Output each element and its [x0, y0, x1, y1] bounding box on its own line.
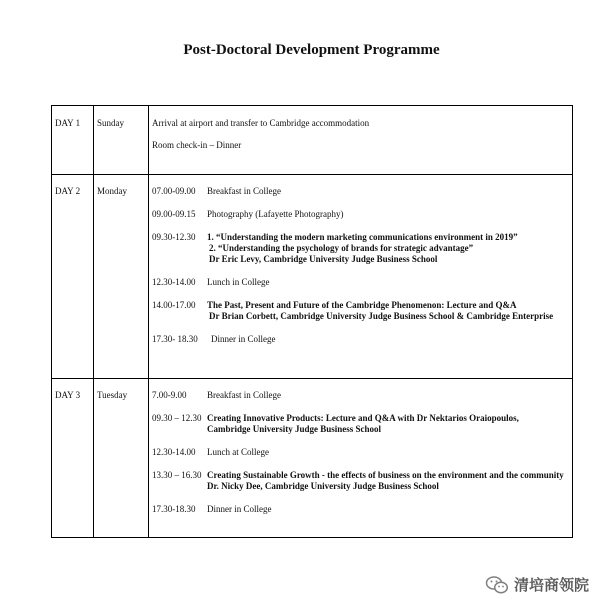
session-title: 1. “Understanding the modern marketing communications environment in 2019”	[207, 232, 518, 242]
day-label: DAY 3	[55, 390, 81, 400]
session-speaker: Dr. Nicky Dee, Cambridge University Judge Business School	[207, 481, 439, 491]
day-label: DAY 2	[55, 186, 81, 196]
activity-line: Arrival at airport and transfer to Cambridge accommodation	[152, 118, 370, 128]
day-row	[51, 174, 573, 378]
session-time: 13.30 – 16.30	[152, 470, 202, 480]
session-time: 07.00-09.00	[152, 186, 196, 196]
day-row	[51, 105, 573, 174]
session-title: Creating Sustainable Growth - the effects of business on the environment and the community	[207, 470, 564, 480]
page-title: Post-Doctoral Development Programme	[183, 42, 440, 58]
session-description: Lunch in College	[207, 277, 270, 287]
session-speaker: Dr Eric Levy, Cambridge University Judge Business School	[209, 254, 438, 264]
activity-line: Room check-in – Dinner	[152, 140, 242, 150]
session-time: 7.00-9.00	[152, 390, 187, 400]
session-time: 09.30 – 12.30	[152, 413, 202, 423]
session-time: 17.30-18.30	[152, 504, 196, 514]
wechat-icon	[485, 576, 509, 594]
session-title: 2. “Understanding the psychology of brands for strategic advantage”	[209, 243, 474, 253]
weekday-label: Tuesday	[97, 390, 128, 400]
session-description: Dinner in College	[207, 504, 272, 514]
session-speaker: Dr Brian Corbett, Cambridge University Judge Business School & Cambridge Enterprise	[209, 311, 554, 321]
session-time: 09.00-09.15	[152, 209, 196, 219]
weekday-label: Sunday	[97, 118, 124, 128]
session-time: 12.30-14.00	[152, 277, 196, 287]
session-description: Dinner in College	[211, 334, 276, 344]
session-speaker: Cambridge University Judge Business School	[207, 424, 382, 434]
session-time: 14.00-17.00	[152, 300, 196, 310]
schedule-table	[51, 105, 573, 538]
watermark	[485, 575, 595, 595]
session-description: Breakfast in College	[207, 390, 281, 400]
session-title: The Past, Present and Future of the Cambridge Phenomenon: Lecture and Q&A	[207, 300, 517, 310]
session-description: Lunch at College	[207, 447, 269, 457]
weekday-label: Monday	[97, 186, 127, 196]
session-title: Creating Innovative Products: Lecture and Q&A with Dr Nektarios Oraiopoulos,	[207, 413, 519, 423]
session-time: 17.30- 18.30	[152, 334, 198, 344]
session-description: Breakfast in College	[207, 186, 281, 196]
session-time: 12.30-14.00	[152, 447, 196, 457]
watermark-text: 清培商领院	[514, 576, 590, 594]
day-label: DAY 1	[55, 118, 81, 128]
day-row	[51, 378, 573, 538]
session-time: 09.30-12.30	[152, 232, 196, 242]
session-description: Photography (Lafayette Photography)	[207, 209, 344, 219]
